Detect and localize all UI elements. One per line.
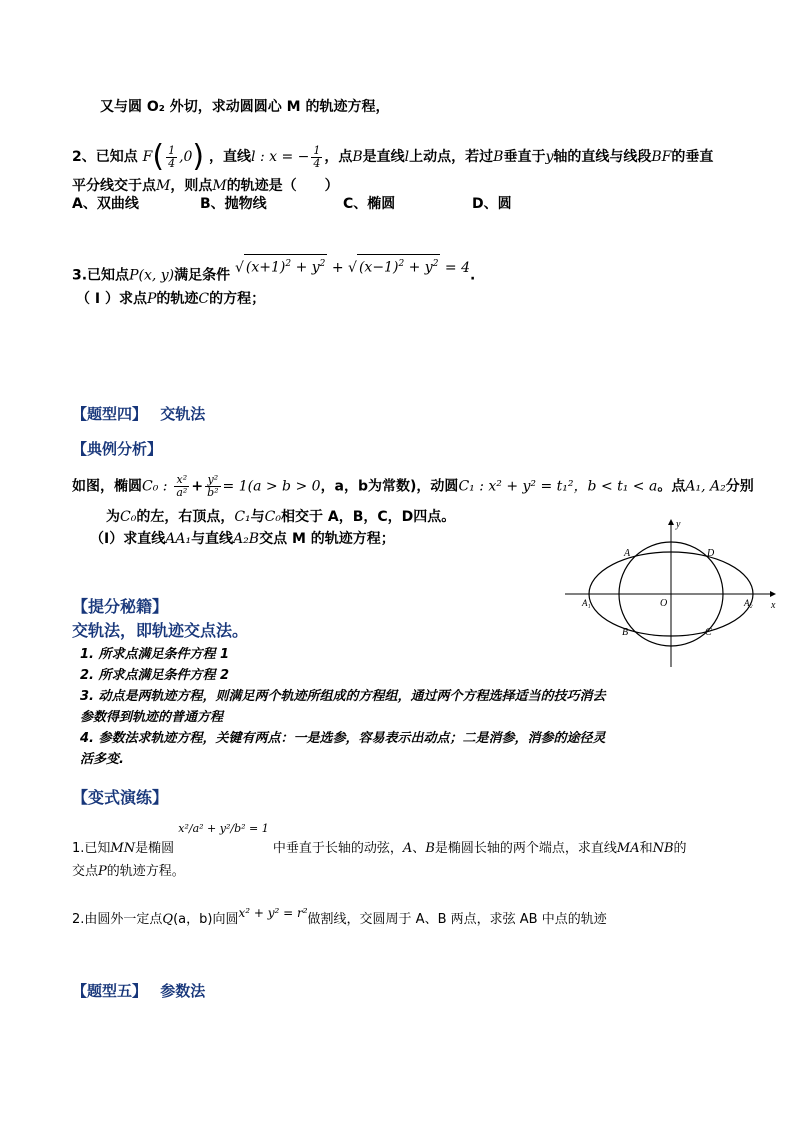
point-b-2: B	[493, 149, 504, 165]
axis-y: y	[545, 149, 554, 165]
p1e: 的	[673, 841, 687, 856]
d-b2: b²	[207, 486, 219, 499]
ab-text: ，a，b为常数)，动圆	[320, 478, 459, 495]
nb: NB	[652, 841, 674, 856]
fen: 分别	[725, 478, 754, 495]
n-x2: x²	[174, 474, 189, 487]
and: 和	[639, 841, 653, 856]
text4: 轴的直线与线段	[553, 149, 652, 165]
practice-1-line-1	[72, 822, 687, 858]
line2b: ，则点	[170, 178, 213, 194]
b: B	[425, 841, 435, 856]
frac-x2-a2	[174, 474, 189, 499]
q3-end: .	[470, 267, 476, 284]
point-m: M	[156, 178, 171, 194]
point-p-2: P	[146, 291, 157, 307]
aa1: AA₁	[165, 531, 192, 547]
n-y2: y²	[205, 474, 220, 487]
q: Q	[162, 912, 174, 927]
tips-item-3: 3. 动点是两轨迹方程，则满足两个轨迹所组成的方程组，通过两个方程选择适当的技巧消去	[80, 689, 606, 704]
ex-intro: 如图，椭圆	[72, 478, 142, 495]
p2c: 做割线，交圆周于 A、B 两点，求弦 AB 中点的轨迹	[307, 912, 607, 927]
point-m-2: M	[212, 178, 227, 194]
p2b: (a，b)向圆	[173, 912, 239, 927]
ellipse-circle-figure	[560, 517, 780, 669]
tips-item-4: 4. 参数法求轨迹方程，关键有两点：一是选参，容易表示出动点；二是消参，消参的途径灵	[80, 731, 606, 746]
circle-c1: C₁ : x² + y² = t₁²	[458, 478, 574, 495]
c0-2: C₀	[120, 509, 137, 525]
label-a2: A₂	[744, 598, 753, 608]
c0-3: C₀	[264, 509, 281, 525]
d-a2: a²	[176, 486, 188, 499]
example-line-1: 如图，椭圆C₀ : $\frac{\text{x²}}{\text{a²}}$ + $\frac{\text{y²}}{\text{b²}}$ = 1(a > b > 0，a，b为常数)，动圆C₁ : x² + y² = t₁²，b < t₁ < a。点A₁, A₂分别	[72, 473, 754, 499]
after-frac: ,0	[179, 149, 193, 165]
y-axis-arrow	[668, 519, 674, 525]
dot: 。点	[657, 478, 686, 495]
section-4-bracket: 【题型四】	[72, 405, 148, 423]
eq-b-2: + y	[408, 259, 433, 276]
sub-end: 的方程；	[209, 291, 266, 307]
practice-1-line-2	[72, 863, 185, 881]
a1a2: A₁, A₂	[685, 478, 726, 495]
problem-2-line-2	[72, 177, 339, 195]
tips-title: 交轨法，即轨迹交点法。	[72, 621, 249, 640]
text5: 的垂直	[671, 149, 714, 165]
p1g: 的轨迹方程。	[106, 864, 185, 879]
frac-den: 4	[168, 156, 176, 170]
tips-item-3-cont: 参数得到轨迹的普通方程	[80, 710, 224, 725]
line-text: ，直线	[209, 149, 252, 165]
p2a: 2.由圆外一定点	[72, 912, 163, 927]
section-4-title: 交轨法	[160, 405, 206, 423]
example-question-1	[90, 530, 395, 548]
label-a1: A₁	[582, 598, 591, 608]
curve-c: C	[198, 291, 210, 307]
ell-tail: = 1(a > b > 0	[222, 478, 321, 495]
point-f: F	[142, 149, 153, 165]
l2d: 与	[250, 509, 265, 525]
problem-3-sub-1	[76, 290, 265, 308]
section-5-title: 参数法	[160, 982, 206, 1000]
c1-2: C₁	[234, 509, 251, 525]
eq-c: (x−1)	[358, 259, 399, 276]
q3-cond: 满足条件	[174, 267, 231, 284]
sqrt-equation: √ $(x+1)^2 + y^2$ + √ $(x-1)^2 + y^2 = 4$	[235, 260, 470, 276]
p1d: 是椭圆长轴的两个端点，求直线	[434, 841, 617, 856]
l2a: 为	[106, 509, 120, 525]
label-x: x	[771, 600, 776, 611]
fraction-quarter	[166, 145, 177, 170]
label-c: C	[705, 627, 712, 638]
line-equation: l : x = −	[251, 149, 310, 165]
section-4-heading	[72, 405, 205, 423]
section-5-heading	[72, 982, 205, 1000]
ma: MA	[616, 841, 640, 856]
option-b: B、抛物线	[200, 196, 267, 212]
tips-item-1: 1. 所求点满足条件方程 1	[80, 647, 230, 662]
label-a: A	[624, 548, 631, 559]
a: A	[402, 841, 413, 856]
q1c: 交点 M 的轨迹方程；	[259, 531, 395, 547]
range: ，b < t₁ < a	[573, 478, 658, 495]
eq-a: (x+1)	[245, 259, 286, 276]
problem-2-number: 2、已知点	[72, 149, 138, 165]
a2b: A₂B	[233, 531, 260, 547]
sqrt-a: $(x+1)^2 + y^2$	[244, 254, 327, 277]
q1b: 与直线	[191, 531, 234, 547]
point-b: B	[352, 149, 363, 165]
sqrt-b: $(x-1)^2 + y^2$	[357, 254, 440, 277]
label-d: D	[707, 548, 715, 559]
label-y: y	[676, 519, 681, 530]
ellipse-eq: x²/a² + y²/b² = 1	[178, 822, 269, 835]
text3: 垂直于	[503, 149, 546, 165]
tips-item-2: 2. 所求点满足条件方程 2	[80, 668, 230, 683]
mid-text: ，点	[324, 149, 353, 165]
l2b: 的左，右顶点，	[136, 509, 235, 525]
option-a: A、双曲线	[72, 196, 139, 212]
example-line-2	[106, 508, 455, 526]
tips-item-4-cont: 活多变.	[80, 752, 124, 767]
fraction-quarter-2	[311, 145, 322, 170]
frac-y2-b2	[205, 474, 220, 499]
text2: 上动点，若过	[409, 149, 494, 165]
label-b: B	[622, 627, 629, 638]
practice-heading: 【变式演练】	[72, 788, 169, 807]
p1a: 1.已知	[72, 841, 111, 856]
tips-heading: 【提分秘籍】	[72, 597, 169, 616]
line2c: 的轨迹是（ ）	[226, 178, 339, 194]
sub-mid: 的轨迹	[156, 291, 199, 307]
label-o: O	[660, 598, 668, 609]
section-5-bracket: 【题型五】	[72, 982, 148, 1000]
p1c: 中垂直于长轴的动弦，	[272, 841, 403, 856]
eq-b: + y	[295, 259, 320, 276]
problem-1-continuation: 又与圆 O₂ 外切，求动圆圆心 M 的轨迹方程，	[100, 99, 390, 115]
mn: MN	[110, 841, 136, 856]
circle-eq: x² + y² = r²	[238, 906, 308, 920]
ellipse-c0: C₀ :	[142, 478, 168, 495]
typical-analysis-heading: 【典例分析】	[72, 440, 163, 458]
p1b: 是椭圆	[135, 841, 175, 856]
text1: 是直线	[362, 149, 405, 165]
l2f: 相交于 A，B，C，D四点。	[280, 509, 456, 525]
problem-2-line-1	[72, 139, 714, 174]
frac-num: 1	[168, 143, 176, 157]
segment-bf: BF	[651, 149, 672, 165]
p: P	[98, 864, 107, 879]
paren-right: )	[192, 139, 205, 174]
p1f: 交点	[72, 864, 99, 879]
option-d: D、圆	[472, 196, 512, 212]
x-axis-arrow	[770, 591, 776, 597]
line2: 平分线交于点	[72, 178, 156, 194]
sub-prefix: （ I ）求点	[76, 291, 147, 307]
frac-den-2: 4	[313, 156, 321, 170]
problem-3-line-1	[72, 259, 476, 285]
paren-left: (	[152, 139, 165, 174]
practice-2	[72, 906, 607, 929]
q3-prefix: 3.已知点	[72, 267, 130, 284]
eq-tail: = 4	[444, 259, 470, 276]
sep: 、	[412, 841, 426, 856]
line-l: l	[404, 149, 410, 165]
option-c: C、椭圆	[343, 196, 396, 212]
q1: （I）求直线	[90, 531, 166, 547]
point-p: P(x, y)	[129, 267, 175, 284]
frac-num-2: 1	[313, 143, 321, 157]
